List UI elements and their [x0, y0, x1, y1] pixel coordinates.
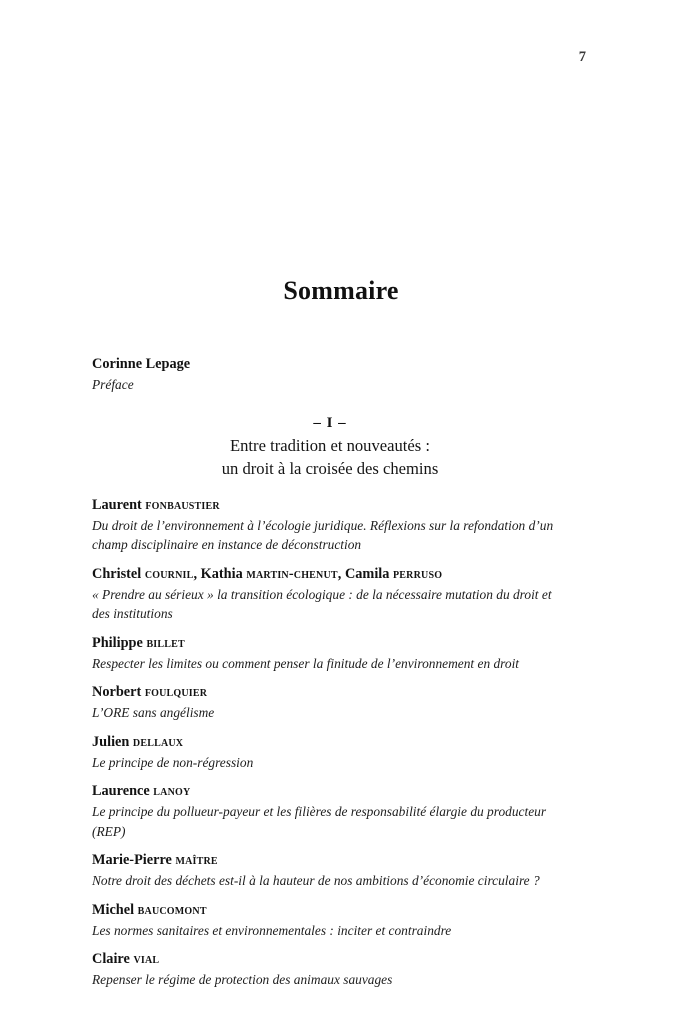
- author-last-name: baucomont: [137, 901, 207, 918]
- author-first-name: Marie-Pierre: [92, 852, 172, 868]
- toc-entry: [92, 851, 568, 891]
- entry-author: [92, 634, 568, 653]
- part-title-line1: Entre tradition et nouveautés :: [230, 435, 430, 455]
- entry-title: Le principe de non-régression: [92, 754, 254, 770]
- author-first-name-2: Kathia: [200, 565, 243, 582]
- page-title: Sommaire: [283, 276, 399, 305]
- entry-author: [92, 851, 568, 870]
- author-first-name: Norbert: [92, 684, 142, 700]
- author-first-name: Laurence: [92, 783, 150, 799]
- toc-entry: [92, 683, 568, 723]
- part-heading: [92, 413, 568, 480]
- toc-entry: [92, 901, 568, 941]
- entry-title: Notre droit des déchets est-il à la hauteur de nos ambitions d’économie circulaire ?: [92, 873, 540, 888]
- entry-title: L’ORE sans angélisme: [92, 705, 215, 720]
- entry-author: [92, 355, 568, 374]
- toc-entry: [92, 950, 568, 990]
- toc-entry: [92, 782, 568, 841]
- author-first-name: Philippe: [92, 634, 143, 651]
- entry-author: [92, 733, 568, 752]
- entry-title: Préface: [92, 377, 134, 392]
- entry-author: [92, 901, 568, 920]
- entry-title: Le principe du pollueur-payeur et les filières de responsabilité élargie du producteur (REP): [92, 804, 547, 839]
- page-number: 7: [578, 49, 586, 65]
- author-first-name: Claire: [92, 951, 130, 967]
- entry-title: Les normes sanitaires et environnementales : inciter et contraindre: [92, 922, 452, 938]
- author-last-name: vial: [133, 951, 160, 967]
- author-first-name: Michel: [92, 901, 135, 918]
- author-last-name: billet: [146, 634, 185, 651]
- entry-author: [92, 950, 568, 969]
- author-last-name: cournil: [144, 565, 194, 582]
- part-number: – I –: [313, 414, 347, 431]
- entry-author: Christel cournil, Kathia martin-chenut, Camila perruso: [92, 565, 443, 582]
- author-first-name: Corinne: [92, 356, 143, 372]
- entry-author: [92, 496, 568, 515]
- entry-title: Respecter les limites ou comment penser la finitude de l’environnement en droit: [92, 655, 520, 671]
- entry-author: [92, 782, 568, 801]
- author-last-name-2: martin-chenut: [246, 565, 338, 582]
- table-of-contents: [92, 355, 568, 1000]
- author-first-name: Julien: [92, 733, 130, 750]
- toc-entry: [92, 565, 568, 624]
- author-last-name: foulquier: [144, 684, 208, 700]
- author-last-name: lanoy: [153, 783, 191, 799]
- author-last-name-3: perruso: [393, 565, 443, 582]
- author-last-name: maître: [175, 852, 218, 868]
- entry-title: « Prendre au sérieux » la transition écologique : de la nécessaire mutation du droit et des institutions: [92, 586, 552, 621]
- author-last-name: fonbaustier: [145, 496, 220, 513]
- toc-entry: [92, 634, 568, 674]
- entry-title: Du droit de l’environnement à l’écologie juridique. Réflexions sur la refondation d’un champ disciplinaire en instance de déconstruction: [92, 517, 554, 552]
- entry-author: [92, 683, 568, 702]
- author-first-name: Christel: [92, 565, 142, 582]
- toc-entry: [92, 496, 568, 555]
- toc-entry-preface: [92, 355, 568, 395]
- author-first-name: Laurent: [92, 496, 142, 513]
- entry-title: Repenser le régime de protection des animaux sauvages: [92, 972, 393, 987]
- author-last-name: Lepage: [145, 356, 191, 372]
- author-last-name: dellaux: [132, 733, 184, 750]
- part-title-line2: un droit à la croisée des chemins: [221, 458, 439, 478]
- toc-entry: [92, 733, 568, 773]
- author-first-name-3: Camila: [344, 565, 390, 582]
